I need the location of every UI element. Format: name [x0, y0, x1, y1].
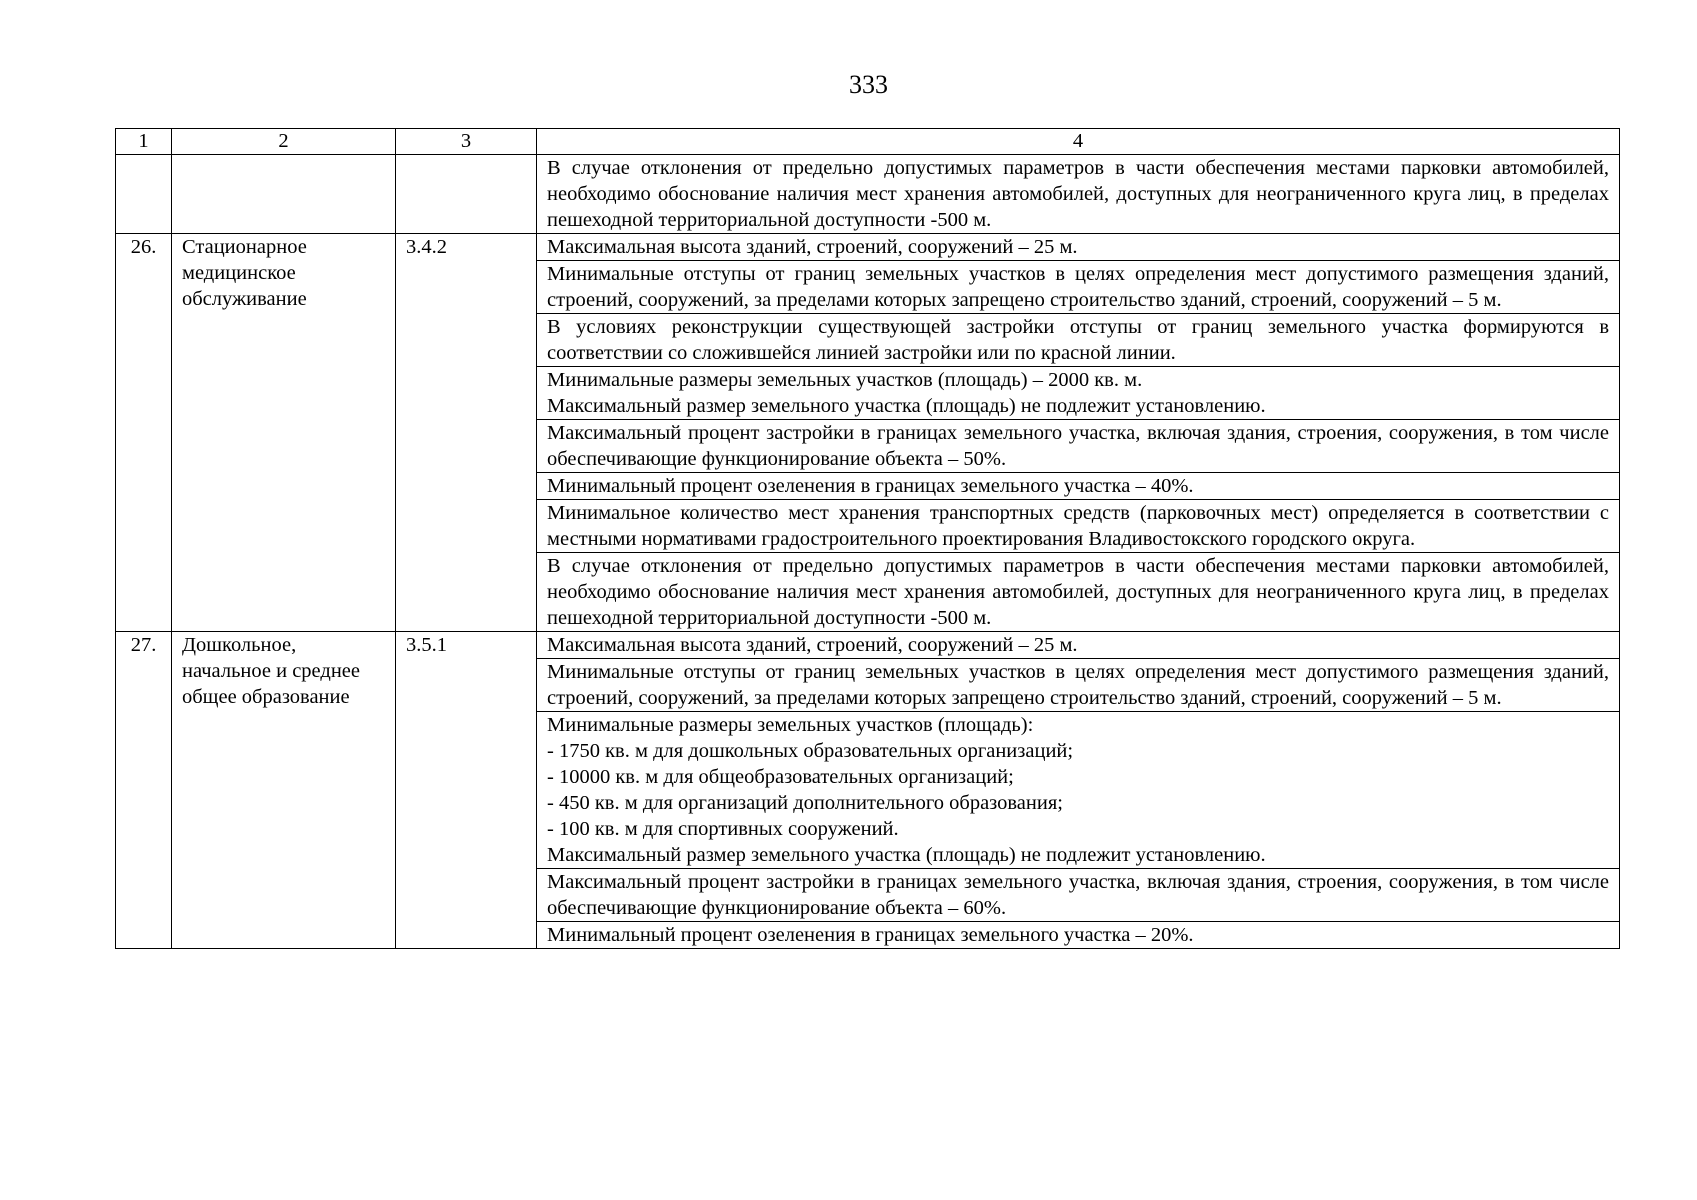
parameter-text: Минимальные отступы от границ земельных участков в целях определения мест допустимого размещения зданий, строений, сооружений, за пределами которых запрещено строительство зданий, строений, сооружений – 5 м.	[547, 661, 1609, 709]
header-cell-3: 3	[396, 129, 537, 155]
table-row	[116, 632, 1620, 659]
table-header-row	[116, 129, 1620, 155]
land-use-code-cell: 3.5.1	[396, 632, 537, 949]
table-row	[116, 234, 1620, 261]
parameter-text: Минимальный процент озеленения в границах земельного участка – 40%.	[547, 475, 1194, 497]
row-number-cell: 27.	[116, 632, 172, 949]
parameter-text: Максимальный размер земельного участка (площадь) не подлежит установлению.	[547, 844, 1266, 866]
parameter-cell	[537, 922, 1620, 949]
parameter-cell	[537, 314, 1620, 367]
parameter-cell	[537, 420, 1620, 473]
parameter-text: - 450 кв. м для организаций дополнительного образования;	[547, 792, 1063, 814]
regulations-table	[115, 128, 1620, 949]
land-use-code-cell	[396, 155, 537, 234]
parameter-text: В условиях реконструкции существующей застройки отступы от границ земельного участка формируются в соответствии со сложившейся линией застройки или по красной линии.	[547, 316, 1609, 364]
parameter-text: Минимальное количество мест хранения транспортных средств (парковочных мест) определяется в соответствии с местными нормативами градостроительного проектирования Владивостокского городского округа.	[547, 502, 1609, 550]
parameter-cell: В случае отклонения от предельно допустимых параметров в части обеспечения местами парковки автомобилей, необходимо обоснование наличия мест хранения автомобилей, доступных для неограниченного круга лиц, в пределах пешеходной территориальной доступности -500 м.	[537, 155, 1620, 234]
parameter-text: Минимальные размеры земельных участков (площадь) – 2000 кв. м.	[547, 369, 1143, 391]
parameter-text: - 100 кв. м для спортивных сооружений.	[547, 818, 899, 840]
parameter-text: Максимальный процент застройки в границах земельного участка, включая здания, строения, сооружения, в том числе обеспечивающие функционирование объекта – 60%.	[547, 871, 1609, 919]
header-cell-2: 2	[172, 129, 396, 155]
header-cell-1: 1	[116, 129, 172, 155]
parameter-text: Минимальные размеры земельных участков (площадь):	[547, 714, 1034, 736]
parameter-text: Минимальный процент озеленения в границах земельного участка – 20%.	[547, 924, 1194, 946]
parameter-cell	[537, 473, 1620, 500]
parameter-text: Минимальные отступы от границ земельных участков в целях определения мест допустимого размещения зданий, строений, сооружений, за пределами которых запрещено строительство зданий, строений, сооружений – 5 м.	[547, 263, 1609, 311]
parameter-cell	[537, 632, 1620, 659]
parameter-text: Максимальный процент застройки в границах земельного участка, включая здания, строения, сооружения, в том числе обеспечивающие функционирование объекта – 50%.	[547, 422, 1609, 470]
parameter-cell	[537, 659, 1620, 712]
parameter-cell	[537, 553, 1620, 632]
page-number: 333	[849, 70, 888, 99]
parameter-cell	[537, 500, 1620, 553]
header-cell-4: 4	[537, 129, 1620, 155]
parameter-text: - 1750 кв. м для дошкольных образовательных организаций;	[547, 740, 1074, 762]
land-use-name-cell	[172, 155, 396, 234]
parameter-text: В случае отклонения от предельно допустимых параметров в части обеспечения местами парковки автомобилей, необходимо обоснование наличия мест хранения автомобилей, доступных для неограниченного круга лиц, в пределах пешеходной территориальной доступности -500 м.	[547, 555, 1609, 629]
parameter-cell	[537, 712, 1620, 869]
parameter-cell	[537, 367, 1620, 420]
parameter-text: Максимальный размер земельного участка (площадь) не подлежит установлению.	[547, 395, 1266, 417]
parameter-cell	[537, 261, 1620, 314]
parameter-text: Максимальная высота зданий, строений, сооружений – 25 м.	[547, 634, 1078, 656]
parameter-text: Максимальная высота зданий, строений, сооружений – 25 м.	[547, 236, 1078, 258]
land-use-name-cell: Стационарное медицинское обслуживание	[172, 234, 396, 632]
parameter-cell	[537, 234, 1620, 261]
land-use-code-cell: 3.4.2	[396, 234, 537, 632]
land-use-name-cell: Дошкольное, начальное и среднее общее образование	[172, 632, 396, 949]
parameter-text: - 10000 кв. м для общеобразовательных организаций;	[547, 766, 1014, 788]
row-number-cell	[116, 155, 172, 234]
table-row-continuation	[116, 155, 1620, 234]
parameter-cell	[537, 869, 1620, 922]
row-number-cell: 26.	[116, 234, 172, 632]
